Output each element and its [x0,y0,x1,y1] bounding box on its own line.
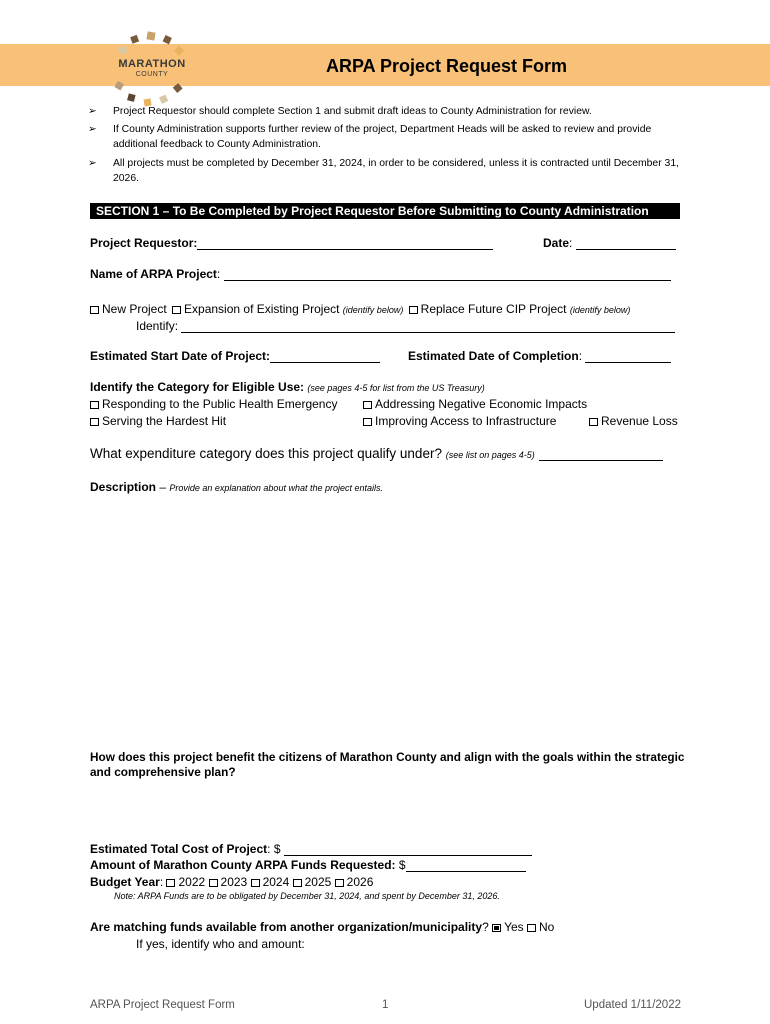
instruction-item: ➢ Project Requestor should complete Section 1 and submit draft ideas to County Administration for review. [88,106,592,117]
matching-funds-row: Are matching funds available from another organization/municipality? Yes No [90,920,555,934]
category-option-economic: Addressing Negative Economic Impacts [363,397,587,411]
category-option-infrastructure: Improving Access to Infrastructure [363,414,556,428]
footer-updated-date: Updated 1/11/2022 [584,999,681,1011]
expenditure-row: What expenditure category does this project qualify under? (see list on pages 4-5) [90,446,663,461]
matching-no-checkbox[interactable] [527,924,536,932]
date-field[interactable] [576,237,676,250]
logo-text-top: MARATHON [118,58,186,70]
footer-page-number: 1 [382,999,389,1011]
identify-row: Identify: [136,319,675,333]
year-2023-checkbox[interactable] [209,879,218,887]
logo-text-bottom: COUNTY [135,71,169,78]
category-option-revenue-loss: Revenue Loss [589,414,678,428]
year-2025-checkbox[interactable] [293,879,302,887]
revenue-loss-checkbox[interactable] [589,418,598,426]
project-name-field[interactable] [224,268,671,281]
arrow-bullet-icon: ➢ [88,158,97,169]
matching-followup: If yes, identify who and amount: [136,937,305,951]
total-cost-field[interactable] [284,843,532,856]
start-date-field[interactable] [270,350,380,363]
description-row: Description – Provide an explanation about what the project entails. [90,480,383,494]
arrow-bullet-icon: ➢ [88,124,97,135]
section-1-heading: SECTION 1 – To Be Completed by Project Requestor Before Submitting to County Administration [90,203,680,219]
benefit-answer-area[interactable] [90,785,680,835]
marathon-county-logo [106,30,196,110]
footer-form-name: ARPA Project Request Form [90,999,235,1011]
requestor-row: Project Requestor: [90,236,493,250]
start-date-row: Estimated Start Date of Project: [90,349,380,363]
completion-date-field[interactable] [585,350,671,363]
arrow-bullet-icon: ➢ [88,106,97,117]
instructions-list [88,104,688,189]
budget-year-row: Budget Year: 2022 2023 2024 2025 2026 [90,875,374,889]
project-name-row: Name of ARPA Project: [90,267,671,281]
expansion-checkbox[interactable] [172,306,181,314]
total-cost-row: Estimated Total Cost of Project: $ [90,842,532,856]
completion-date-row: Estimated Date of Completion: [408,349,671,363]
year-2024-checkbox[interactable] [251,879,260,887]
matching-yes-checkbox[interactable] [492,924,501,932]
replace-cip-checkbox[interactable] [409,306,418,314]
page-title: ARPA Project Request Form [326,56,568,76]
project-type-row: New Project Expansion of Existing Project (identify below) Replace Future CIP Project (identify below) [90,302,630,316]
date-row: Date: [543,236,676,250]
year-2022-checkbox[interactable] [166,879,175,887]
category-option-hardest-hit: Serving the Hardest Hit [90,414,226,428]
funds-requested-row: Amount of Marathon County ARPA Funds Requested: $ [90,858,526,872]
identify-field[interactable] [181,320,675,333]
year-2026-checkbox[interactable] [335,879,344,887]
public-health-checkbox[interactable] [90,401,99,409]
instruction-item: ➢ If County Administration supports further review of the project, Department Heads will be asked to review and provide additional feedback to County Administration. [88,124,652,150]
requestor-field[interactable] [197,237,493,250]
new-project-checkbox[interactable] [90,306,99,314]
funds-requested-field[interactable] [406,859,526,872]
hardest-hit-checkbox[interactable] [90,418,99,426]
benefit-question: How does this project benefit the citizens of Marathon County and align with the goals within the strategic and comprehensive plan? [90,750,685,779]
description-answer-area[interactable] [90,500,680,740]
expenditure-field[interactable] [539,448,663,461]
category-heading: Identify the Category for Eligible Use: (see pages 4-5 for list from the US Treasury) [90,380,485,394]
economic-impacts-checkbox[interactable] [363,401,372,409]
instruction-item: ➢ All projects must be completed by December 31, 2024, in order to be considered, unless it is contracted until December 31, 2026. [88,158,680,184]
infrastructure-checkbox[interactable] [363,418,372,426]
budget-note: Note: ARPA Funds are to be obligated by December 31, 2024, and spent by December 31, 2026. [114,891,500,901]
category-option-public-health: Responding to the Public Health Emergency [90,397,337,411]
